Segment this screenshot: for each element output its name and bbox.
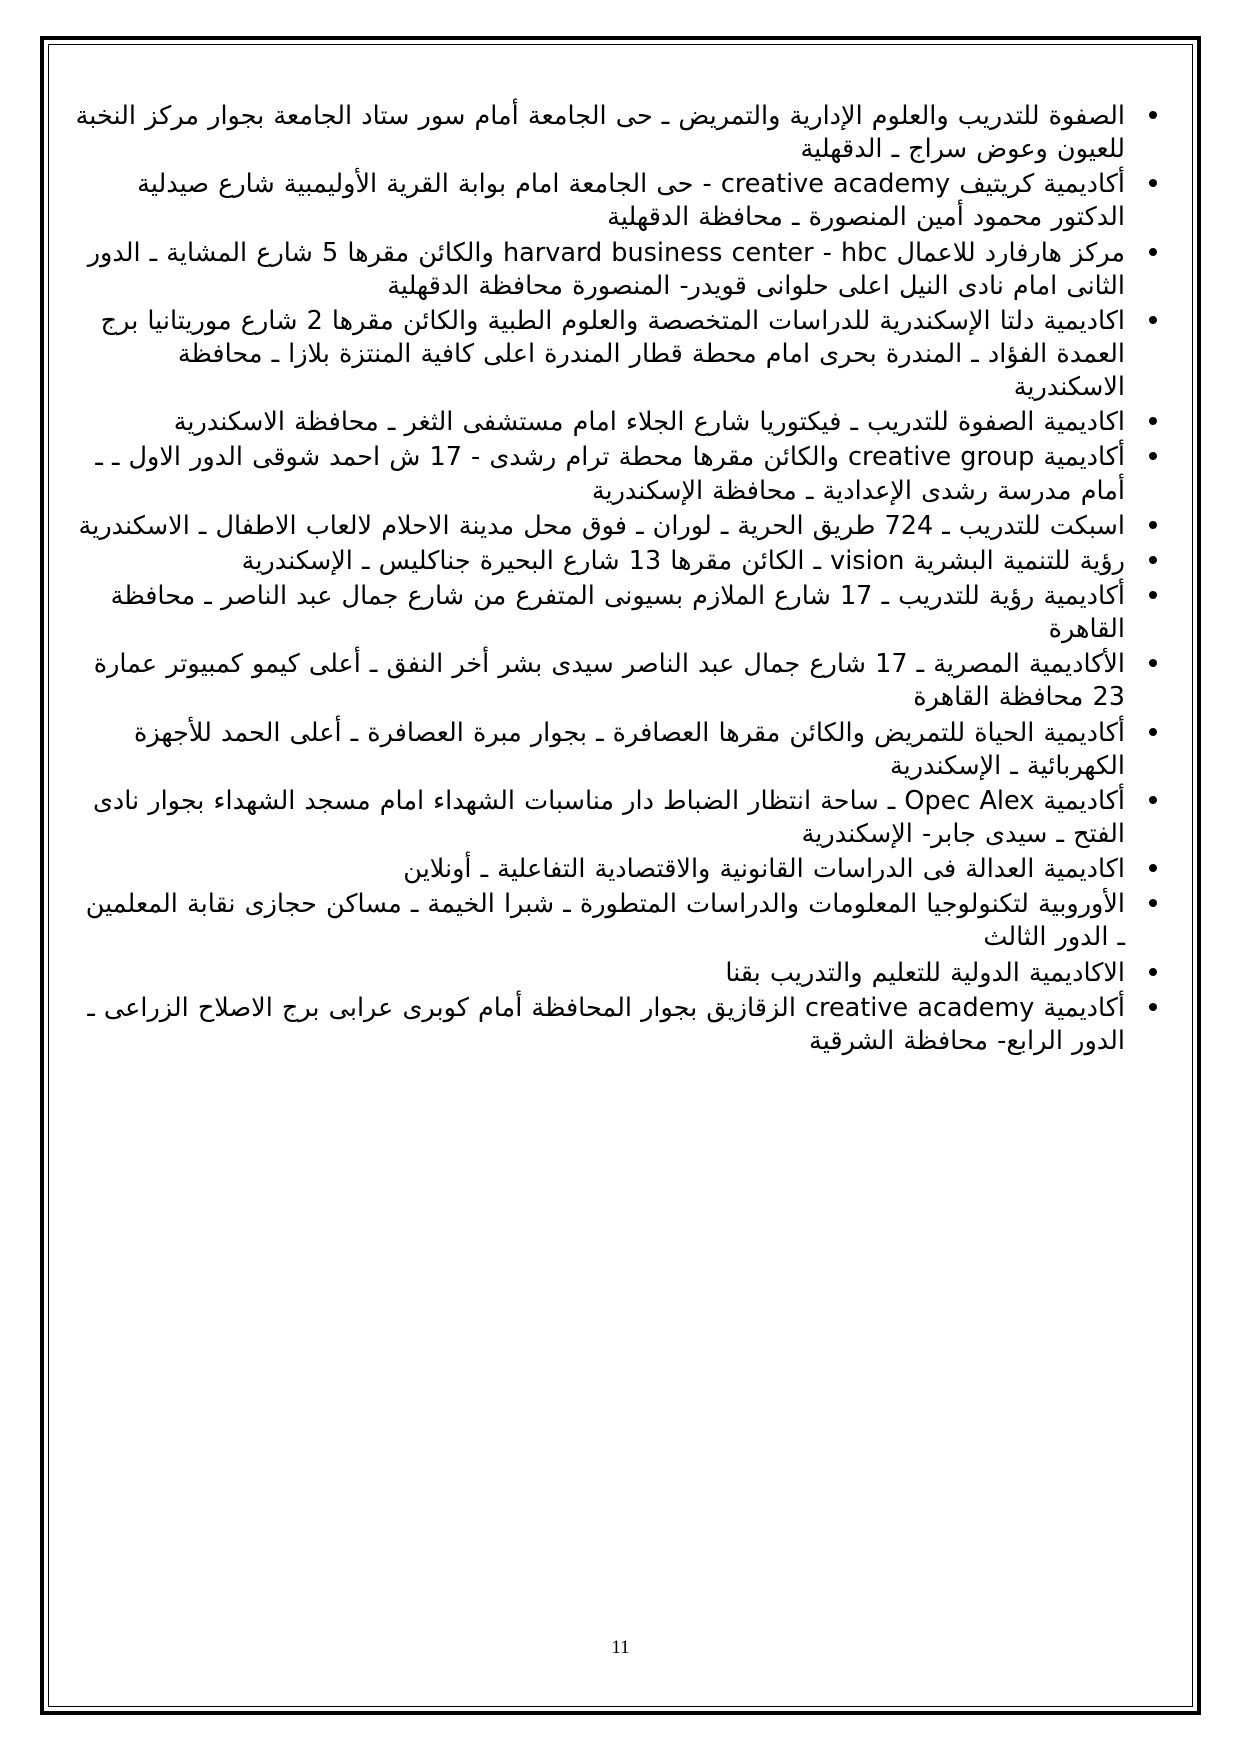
bullet-icon: [1149, 1003, 1157, 1011]
list-item: [70, 545, 1171, 578]
list-item: [70, 305, 1171, 404]
list-item-text: مركز هارفارد للاعمال harvard business center - hbc والكائن مقرها 5 شارع المشاية ـ الدور الثانى امام نادى النيل اعلى حلوانى قويدر- المنصورة محافظة الدقهلية: [87, 237, 1125, 301]
list-item-text: رؤية للتنمية البشرية vision ـ الكائن مقرها 13 شارع البحيرة جناكليس ـ الإسكندرية: [241, 545, 1125, 576]
list-item-text: أكاديمية creative group والكائن مقرها محطة ترام رشدى - 17 ش احمد شوقى الدور الاول ـ ـ أمام مدرسة رشدى الإعدادية ـ محافظة الإسكندرية: [95, 442, 1125, 506]
bullet-icon: [1149, 521, 1157, 529]
list-item-text: أكاديمية كريتيف creative academy - حى الجامعة امام بوابة القرية الأوليمبية شارع صيدلية الدكتور محمود أمين المنصورة ـ محافظة الدقهلية: [137, 169, 1125, 233]
list-item-text: الاكاديمية الدولية للتعليم والتدريب بقنا: [725, 957, 1125, 988]
list-item-text: اسبكت للتدريب ـ 724 طريق الحرية ـ لوران ـ فوق محل مدينة الاحلام لالعاب الاطفال ـ الاسكندرية: [78, 510, 1125, 541]
bullet-icon: [1149, 591, 1157, 599]
bullet-icon: [1149, 796, 1157, 804]
bullet-icon: [1149, 659, 1157, 667]
list-item-text: أكاديمية رؤية للتدريب ـ 17 شارع الملازم بسيونى المتفرع من شارع جمال عبد الناصر ـ محافظة القاهرة: [110, 580, 1125, 645]
list-item: [70, 580, 1171, 646]
accredited-academies-list: [70, 100, 1171, 1058]
list-item: [70, 853, 1171, 886]
list-item-text: أكاديمية Opec Alex ـ ساحة انتظار الضباط دار مناسبات الشهداء امام مسجد الشهداء بجوار نادى الفتح ـ سيدى جابر- الإسكندرية: [92, 785, 1125, 849]
list-item-text: أكاديمية الحياة للتمريض والكائن مقرها العصافرة ـ بجوار مبرة العصافرة ـ أعلى الحمد للأجهزة الكهربائية ـ الإسكندرية: [133, 717, 1125, 781]
bullet-icon: [1149, 728, 1157, 736]
list-item: [70, 510, 1171, 543]
list-item-text: اكاديمية العدالة فى الدراسات القانونية والاقتصادية التفاعلية ـ أونلاين: [403, 854, 1125, 885]
bullet-icon: [1149, 179, 1157, 187]
bullet-icon: [1149, 968, 1157, 976]
bullet-icon: [1149, 452, 1157, 460]
bullet-icon: [1149, 248, 1157, 256]
bullet-icon: [1149, 316, 1157, 324]
page-content: [70, 100, 1171, 1685]
bullet-icon: [1149, 111, 1157, 119]
bullet-icon: [1149, 899, 1157, 907]
list-item-text: أكاديمية creative academy الزقازيق بجوار المحافظة أمام كوبرى عرابى برج الاصلاح الزراعى ـ الدور الرابع- محافظة الشرقية: [87, 992, 1125, 1056]
bullet-icon: [1149, 864, 1157, 872]
list-item-text: اكاديمية دلتا الإسكندرية للدراسات المتخصصة والعلوم الطبية والكائن مقرها 2 شارع موريتانيا برج العمدة الفؤاد ـ المندرة بحرى امام محطة قطار المندرة اعلى كافية المنتزة بلازا ـ محافظة الاسكندرية: [100, 305, 1125, 403]
list-item: [70, 785, 1171, 851]
list-item: [70, 992, 1171, 1058]
list-item: [70, 957, 1171, 990]
page-number: 11: [611, 1637, 630, 1658]
list-item-text: الصفوة للتدريب والعلوم الإدارية والتمريض ـ حى الجامعة أمام سور ستاد الجامعة بجوار مركز النخبة للعيون وعوض سراج ـ الدقهلية: [75, 101, 1125, 165]
list-item: [70, 237, 1171, 303]
list-item-text: الأوروبية لتكنولوجيا المعلومات والدراسات المتطورة ـ شبرا الخيمة ـ مساكن حجازى نقابة المعلمين ـ الدور الثالث: [85, 889, 1125, 953]
list-item: [70, 441, 1171, 507]
list-item: [70, 717, 1171, 783]
list-item-text: الأكاديمية المصرية ـ 17 شارع جمال عبد الناصر سيدى بشر أخر النفق ـ أعلى كيمو كمبيوتر عمارة 23 محافظة القاهرة: [93, 649, 1125, 713]
list-item: [70, 100, 1171, 166]
list-item-text: اكاديمية الصفوة للتدريب ـ فيكتوريا شارع الجلاء امام مستشفى الثغر ـ محافظة الاسكندرية: [173, 407, 1125, 438]
list-item: [70, 648, 1171, 714]
bullet-icon: [1149, 417, 1157, 425]
list-item: [70, 888, 1171, 954]
list-item: [70, 168, 1171, 234]
bullet-icon: [1149, 556, 1157, 564]
list-item: [70, 406, 1171, 439]
